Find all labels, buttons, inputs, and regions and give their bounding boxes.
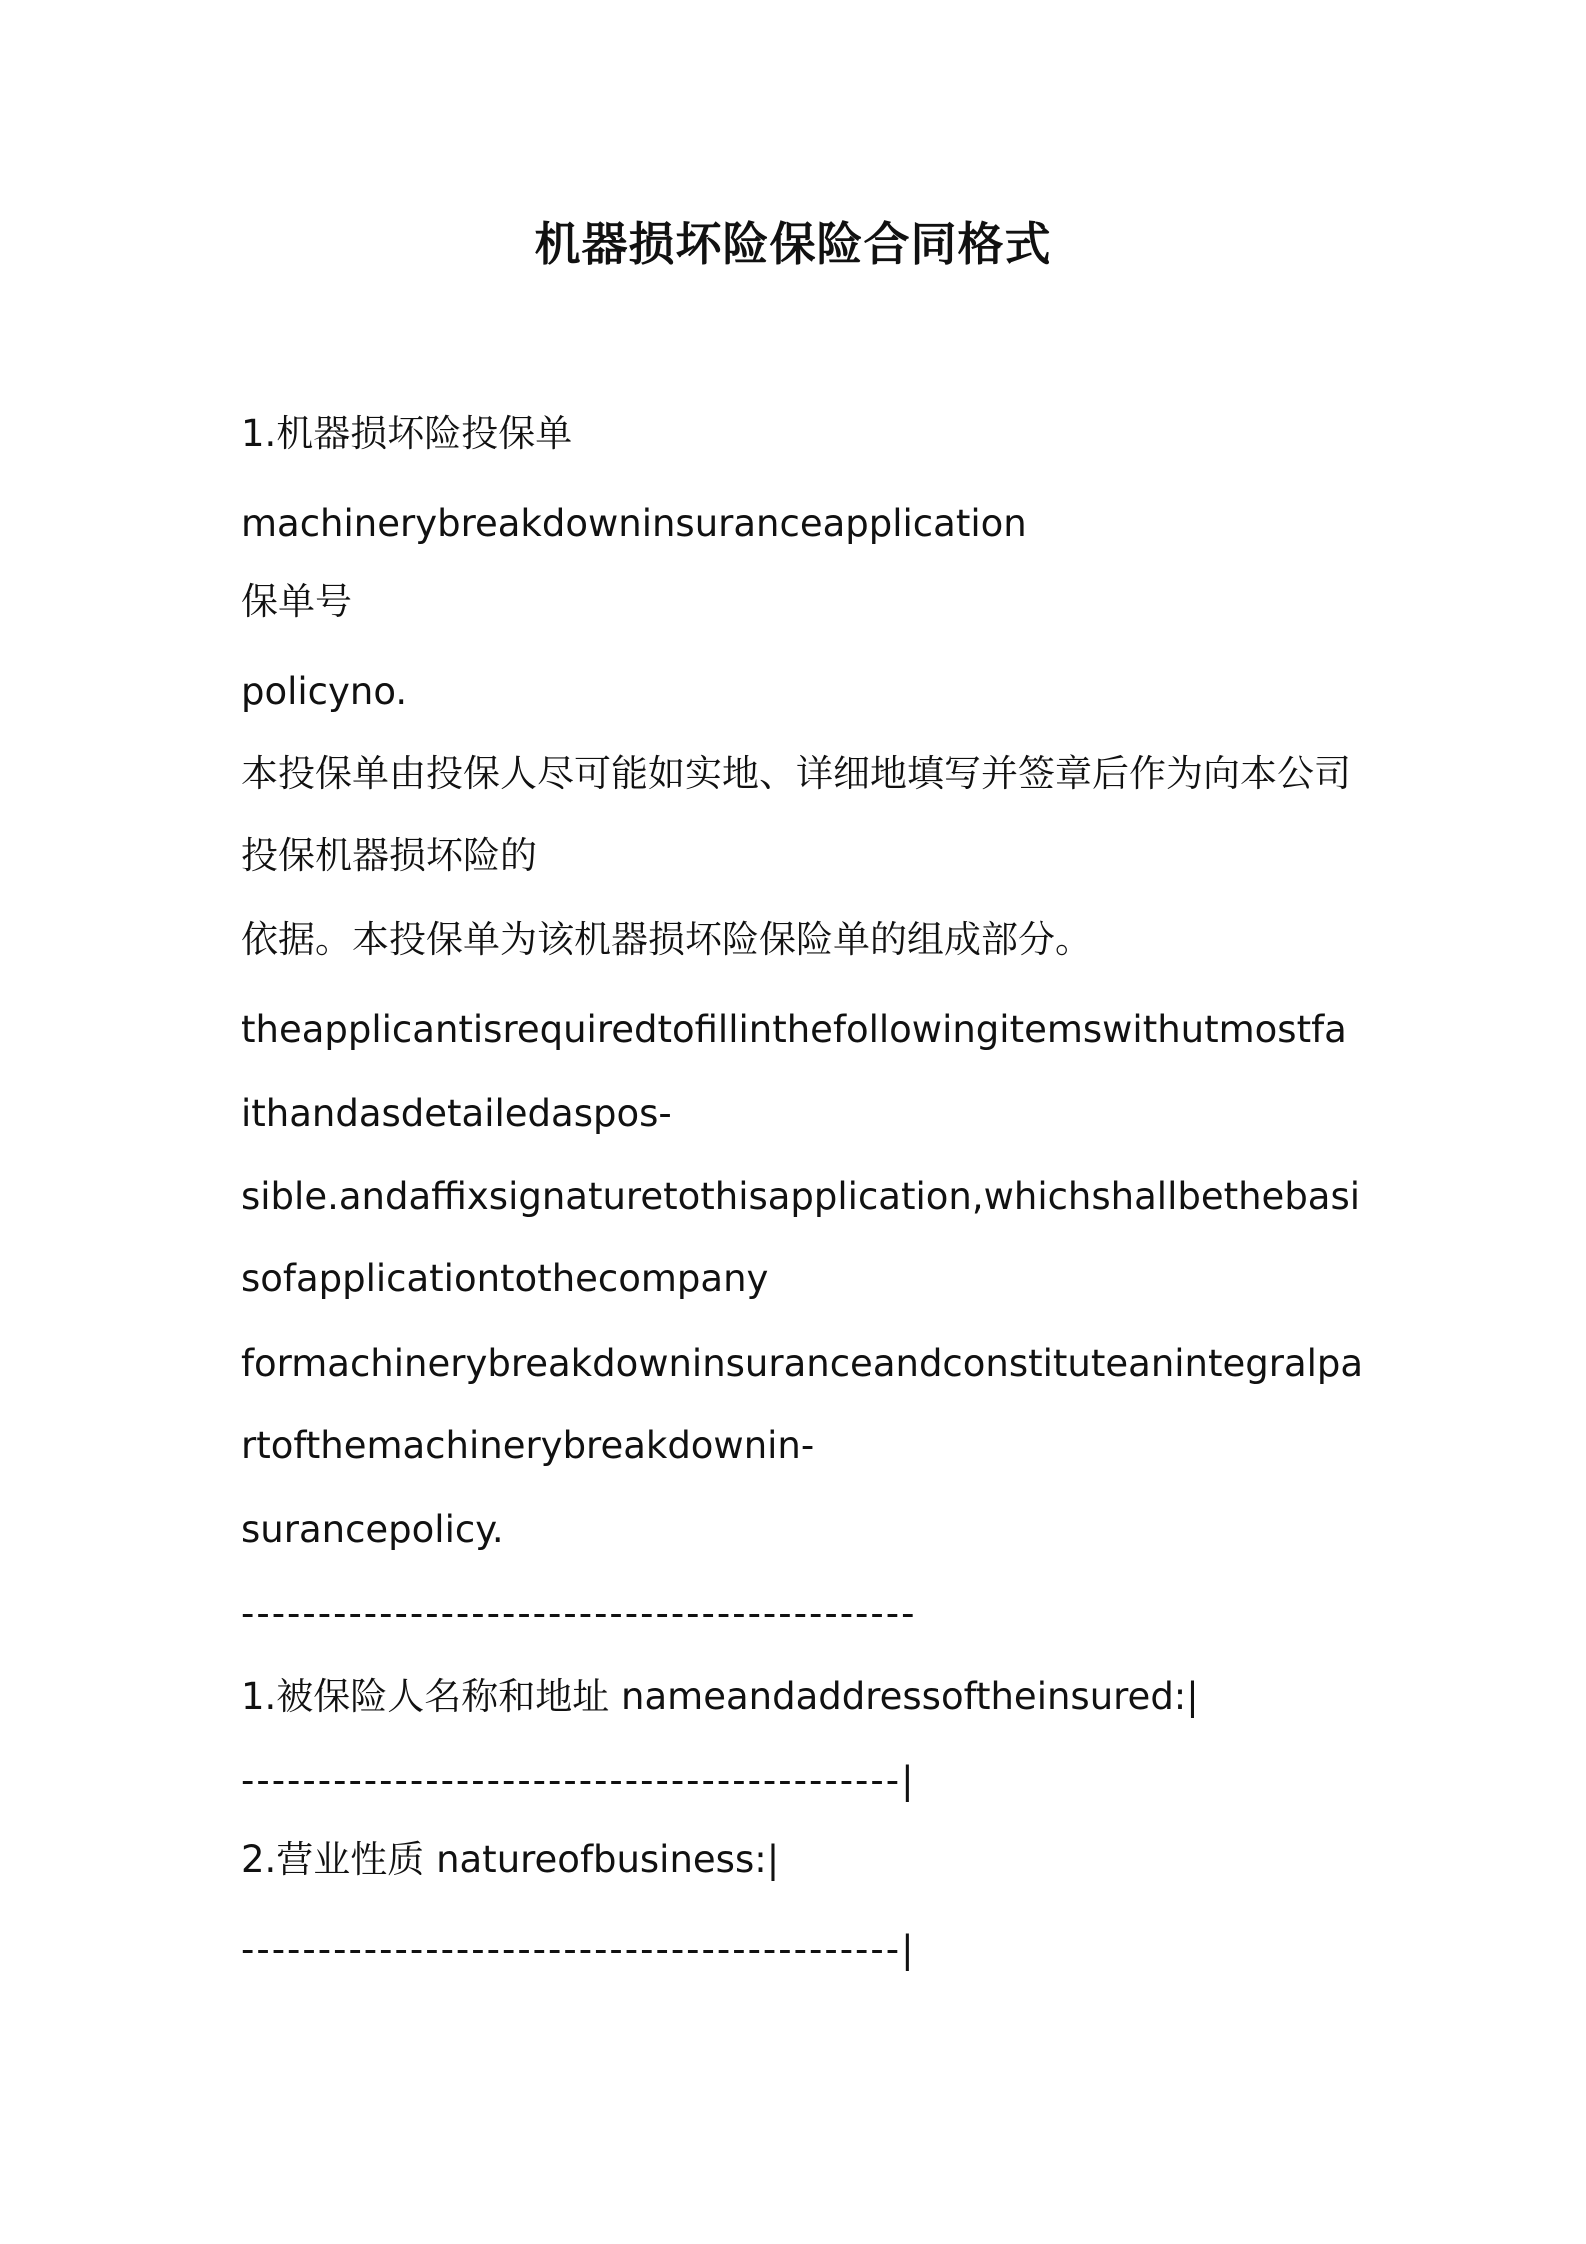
instruction-cn-line-1: 本投保单由投保人尽可能如实地、详细地填写并签章后作为向本公司 [241, 752, 1351, 795]
policy-number-label-en: policyno. [241, 670, 408, 713]
instruction-en-line-2: ithandasdetailedaspos- [241, 1092, 672, 1135]
nature-of-business-field-line: -------------------------------------------| [241, 1928, 916, 1971]
instruction-en-line-4: sofapplicationtothecompany [241, 1257, 769, 1300]
instruction-cn-line-2: 投保机器损坏险的 [241, 834, 537, 877]
document-title: 机器损坏险保险合同格式 [534, 217, 1052, 271]
instruction-cn-line-3: 依据。本投保单为该机器损坏险保险单的组成部分。 [241, 918, 1092, 961]
insured-name-address-field-line: -------------------------------------------| [241, 1759, 916, 1802]
instruction-en-line-3: sible.andaffixsignaturetothisapplication,whichshallbethebasi [241, 1175, 1361, 1218]
insured-name-address-label: 1.被保险人名称和地址 nameandaddressoftheinsured:| [241, 1675, 1199, 1718]
section-divider: -------------------------------------------- [241, 1592, 917, 1635]
policy-number-label-cn: 保单号 [241, 580, 352, 623]
section-heading-application: 1.机器损坏险投保单 [241, 412, 573, 455]
instruction-en-line-7: surancepolicy. [241, 1508, 504, 1551]
instruction-en-line-5: formachinerybreakdowninsuranceandconstituteanintegralpa [241, 1342, 1364, 1385]
english-application-title: machinerybreakdowninsuranceapplication [241, 502, 1027, 545]
instruction-en-line-1: theapplicantisrequiredtofillinthefollowingitemswithutmostfa [241, 1008, 1347, 1051]
nature-of-business-label: 2.营业性质 natureofbusiness:| [241, 1838, 780, 1881]
instruction-en-line-6: rtofthemachinerybreakdownin- [241, 1424, 815, 1467]
